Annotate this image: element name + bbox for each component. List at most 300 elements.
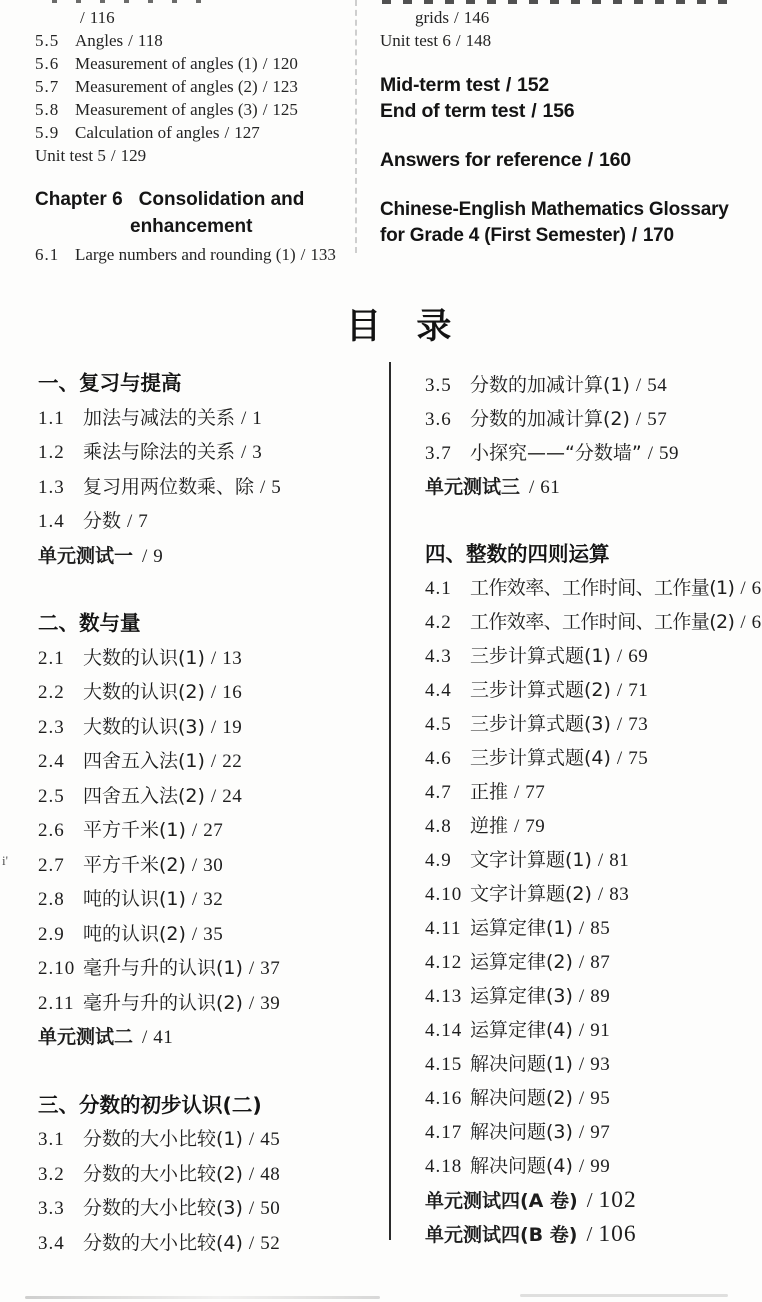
separator: / — [578, 1020, 585, 1041]
toc-item-bold — [380, 98, 730, 124]
cut-off-text-fragment — [382, 0, 728, 4]
item-title: 大数的认识(1) — [83, 646, 205, 669]
separator: / — [514, 782, 520, 803]
item-number: 4.16 — [425, 1088, 463, 1109]
page-number: 127 — [234, 123, 260, 142]
toc-item — [38, 1226, 378, 1261]
item-number: 2.5 — [38, 785, 65, 807]
item-number: 2.1 — [38, 647, 65, 669]
unit-test-item — [425, 1217, 735, 1251]
item-title: Measurement of angles (1) — [75, 54, 258, 73]
item-title: 四舍五入法(2) — [83, 784, 205, 807]
item-number: 3.7 — [425, 443, 452, 464]
separator: / — [578, 1088, 585, 1109]
toc-item — [425, 775, 735, 809]
separator: / — [262, 100, 268, 119]
item-title: 运算定律(2) — [470, 951, 573, 973]
page-number: 32 — [203, 889, 224, 910]
toc-section — [38, 1088, 378, 1261]
page-number: 91 — [590, 1020, 611, 1041]
item-number: 2.8 — [38, 889, 65, 910]
chinese-toc-left-column — [38, 366, 378, 1260]
item-title: grids — [415, 8, 449, 27]
separator: / — [586, 1222, 593, 1246]
toc-item — [425, 843, 735, 877]
separator: / — [241, 407, 247, 429]
page-number: 57 — [647, 409, 668, 430]
item-title: 运算定律(4) — [470, 1019, 573, 1041]
toc-item — [425, 979, 735, 1013]
separator: / — [455, 31, 461, 50]
item-number: 4.9 — [425, 850, 452, 871]
toc-item — [425, 809, 735, 843]
item-number: 4.12 — [425, 952, 463, 973]
toc-item — [425, 1013, 735, 1047]
separator: / — [587, 149, 593, 171]
item-number: 4.11 — [425, 918, 462, 939]
item-number: 3.2 — [38, 1163, 65, 1185]
item-title: 分数 — [83, 510, 122, 532]
toc-item — [38, 675, 378, 710]
item-number: 2.3 — [38, 716, 65, 738]
page-number: 77 — [525, 782, 546, 803]
toc-item — [425, 1047, 735, 1081]
page-number: 27 — [203, 820, 224, 841]
item-number: 2.4 — [38, 751, 65, 772]
item-title: 解决问题(3) — [470, 1121, 573, 1143]
item-title: 运算定律(1) — [470, 917, 573, 939]
item-title: 乘法与除法的关系 — [83, 441, 236, 463]
item-number: 4.13 — [425, 986, 463, 1007]
item-number: 4.3 — [425, 646, 452, 667]
separator: / — [248, 1129, 255, 1150]
separator: / — [505, 74, 512, 96]
separator: / — [128, 31, 133, 50]
page-number: 9 — [153, 545, 164, 567]
item-number: 5.5 — [35, 31, 60, 50]
toc-item — [425, 639, 735, 673]
separator: / — [578, 1156, 585, 1177]
page-number: 24 — [222, 785, 243, 807]
page-number: 37 — [260, 958, 281, 979]
separator: / — [514, 816, 520, 837]
toc-item — [425, 402, 735, 436]
page-number: 69 — [628, 646, 649, 667]
item-title: Measurement of angles (2) — [75, 77, 258, 96]
english-toc-right-column — [380, 6, 730, 249]
page-number: 61 — [540, 477, 561, 498]
separator: / — [647, 443, 653, 464]
page-number: 59 — [658, 443, 679, 464]
item-title: 大数的认识(3) — [83, 715, 205, 738]
separator: / — [578, 1122, 585, 1143]
toc-item — [38, 401, 378, 436]
toc-item — [38, 470, 378, 505]
page-number: 6 — [751, 612, 762, 633]
toc-item — [38, 951, 378, 986]
page-number: 133 — [310, 245, 336, 264]
page-number: 106 — [598, 1221, 637, 1247]
toc-item — [38, 813, 378, 848]
toc-section — [38, 366, 378, 573]
item-title: 三步计算式题(2) — [470, 679, 611, 701]
item-number: 2.2 — [38, 682, 65, 703]
toc-item — [425, 436, 735, 470]
item-title: Calculation of angles — [75, 123, 220, 142]
page-number: 19 — [222, 716, 243, 738]
separator: / — [224, 123, 230, 142]
toc-item — [35, 98, 365, 121]
separator: / — [80, 8, 85, 27]
page-number: 116 — [89, 8, 115, 27]
page-number: 120 — [272, 54, 298, 73]
toc-item — [35, 121, 365, 144]
page-number: 5 — [271, 476, 282, 498]
item-number: 3.6 — [425, 409, 452, 430]
page-number: 156 — [542, 100, 575, 122]
item-title: Unit test 6 — [380, 31, 451, 50]
separator: / — [616, 646, 623, 667]
toc-item — [425, 707, 735, 741]
separator: / — [142, 545, 148, 567]
item-title: for Grade 4 (First Semester) — [380, 225, 626, 246]
item-title: 文字计算题(2) — [470, 883, 592, 905]
separator: / — [635, 409, 642, 430]
separator: / — [191, 820, 198, 841]
glossary-entry-line1: Chinese-English Mathematics Glossary — [380, 199, 729, 220]
chapter-label: Chapter 6 — [35, 189, 123, 210]
toc-item — [38, 848, 378, 883]
unit-test-item — [35, 144, 365, 167]
item-number: 4.2 — [425, 612, 452, 633]
toc-item — [425, 368, 735, 402]
separator: / — [210, 716, 217, 738]
item-title: 分数的大小比较(2) — [83, 1162, 243, 1185]
separator: / — [616, 714, 623, 735]
item-number: 4.8 — [425, 816, 452, 837]
item-number: 4.15 — [425, 1054, 463, 1075]
page-number: 152 — [517, 74, 549, 96]
separator: / — [260, 476, 266, 498]
page-number: 85 — [590, 918, 611, 939]
item-title: 平方千米(1) — [83, 819, 186, 841]
separator: / — [531, 100, 537, 122]
page-number: 97 — [590, 1122, 611, 1143]
separator: / — [597, 850, 604, 871]
page-number: 160 — [598, 149, 631, 171]
separator: / — [248, 1163, 255, 1185]
item-title: 吨的认识(1) — [83, 888, 186, 910]
item-number: 1.1 — [38, 407, 65, 429]
toc-item — [38, 504, 378, 539]
item-title: Large numbers and rounding (1) — [75, 245, 296, 264]
page-number: 148 — [465, 31, 492, 50]
item-title: 单元测试三 — [425, 476, 521, 498]
page-number: 87 — [590, 952, 611, 973]
separator: / — [616, 680, 623, 701]
item-title: End of term test — [380, 100, 526, 122]
toc-item — [425, 1081, 735, 1115]
toc-item — [425, 571, 762, 605]
page-number: 123 — [272, 77, 298, 96]
item-title: 三步计算式题(4) — [470, 747, 611, 769]
item-title: 逆推 — [470, 815, 509, 837]
item-title: 工作效率、工作时间、工作量(2) — [470, 611, 735, 633]
unit-test-item — [38, 1020, 378, 1055]
separator: / — [191, 889, 198, 910]
unit-test-item — [380, 29, 730, 52]
item-number: 4.10 — [425, 884, 463, 905]
toc-item — [425, 1149, 735, 1183]
item-number: 4.7 — [425, 782, 452, 803]
toc-section — [425, 537, 762, 1251]
item-number: 1.4 — [38, 511, 65, 532]
toc-item — [38, 710, 378, 745]
item-title: 吨的认识(2) — [83, 922, 186, 945]
item-number: 5.7 — [35, 77, 60, 96]
item-title: 分数的大小比较(3) — [83, 1197, 243, 1219]
toc-item — [38, 1122, 378, 1157]
section-heading: 一、复习与提高 — [38, 371, 182, 395]
toc-item — [425, 605, 762, 639]
item-number: 2.7 — [38, 854, 65, 876]
separator: / — [248, 1232, 255, 1254]
unit-test-item — [38, 539, 378, 574]
separator: / — [241, 442, 247, 463]
page-number: 71 — [628, 680, 649, 701]
item-number: 3.5 — [425, 375, 452, 396]
page-number: 89 — [590, 986, 611, 1007]
item-title: 毫升与升的认识(1) — [83, 957, 243, 979]
separator: / — [578, 918, 585, 939]
cut-off-text-fragment — [52, 0, 202, 3]
separator: / — [142, 1027, 148, 1048]
separator: / — [210, 647, 217, 669]
item-number: 6.1 — [35, 245, 60, 264]
separator: / — [454, 8, 459, 27]
column-divider-line — [389, 362, 391, 1240]
toc-item — [425, 945, 735, 979]
chapter-heading-line1 — [35, 186, 365, 213]
item-number: 4.1 — [425, 578, 452, 599]
separator: / — [631, 225, 637, 246]
item-title: 解决问题(1) — [470, 1053, 573, 1075]
page-number: 129 — [120, 146, 147, 165]
item-title: 单元测试二 — [38, 1026, 134, 1048]
page-number: 16 — [222, 682, 243, 703]
separator: / — [597, 884, 604, 905]
toc-section — [38, 606, 378, 1055]
page-number: 39 — [260, 992, 281, 1014]
separator: / — [210, 751, 217, 772]
item-number: 5.9 — [35, 123, 60, 142]
item-title: 平方千米(2) — [83, 853, 186, 876]
glossary-entry-line2 — [380, 223, 730, 249]
column-divider-line — [355, 0, 357, 253]
toc-item — [35, 29, 365, 52]
separator: / — [586, 1188, 593, 1212]
item-number: 4.17 — [425, 1122, 463, 1143]
item-title: Measurement of angles (3) — [75, 100, 258, 119]
item-number: 2.10 — [38, 958, 76, 979]
item-number: 3.3 — [38, 1198, 65, 1219]
toc-item-continuation — [35, 6, 365, 29]
separator: / — [191, 923, 198, 945]
page-number: 170 — [642, 225, 674, 246]
item-title: 工作效率、工作时间、工作量(1) — [470, 577, 735, 599]
toc-item-bold — [380, 72, 730, 98]
page-number: 6 — [751, 578, 762, 599]
page-number: 79 — [525, 816, 546, 837]
section-heading: 四、整数的四则运算 — [425, 542, 610, 566]
separator: / — [529, 477, 535, 498]
item-number: 5.6 — [35, 54, 60, 73]
toc-item — [38, 435, 378, 470]
page-number: 99 — [590, 1156, 611, 1177]
separator: / — [110, 146, 116, 165]
toc-item — [425, 1115, 735, 1149]
page-title: 目 录 — [346, 307, 453, 347]
item-title: Angles — [75, 31, 124, 50]
item-number: 4.6 — [425, 748, 452, 769]
separator: / — [248, 958, 255, 979]
toc-section — [425, 368, 735, 504]
separator: / — [210, 682, 217, 703]
item-number: 2.9 — [38, 923, 65, 945]
separator: / — [248, 992, 255, 1014]
item-title: 四舍五入法(1) — [83, 750, 205, 772]
english-toc-left-column — [35, 6, 365, 266]
item-title: 三步计算式题(1) — [470, 645, 611, 667]
item-title: 小探究——“分数墙” — [470, 442, 642, 464]
separator: / — [740, 612, 746, 633]
separator: / — [578, 952, 585, 973]
item-number: 4.18 — [425, 1156, 463, 1177]
separator: / — [616, 748, 623, 769]
section-heading: 三、分数的初步认识(二) — [38, 1092, 262, 1117]
item-number: 2.11 — [38, 992, 75, 1014]
page-number: 30 — [203, 854, 224, 876]
item-number: 1.2 — [38, 442, 65, 463]
separator: / — [191, 854, 198, 876]
toc-item — [35, 52, 365, 75]
page-number: 50 — [260, 1198, 281, 1219]
item-number: 4.4 — [425, 680, 452, 701]
separator: / — [578, 986, 585, 1007]
page-number: 35 — [203, 923, 224, 945]
item-title: 分数的加减计算(1) — [470, 374, 630, 396]
section-heading: 二、数与量 — [38, 611, 141, 635]
scan-artifact: i' — [2, 853, 8, 868]
toc-item — [38, 641, 378, 676]
item-title: 毫升与升的认识(2) — [83, 991, 243, 1014]
toc-item — [35, 243, 365, 266]
toc-item-bold — [380, 147, 730, 173]
page-number: 93 — [590, 1054, 611, 1075]
unit-test-item — [425, 470, 735, 504]
item-title: 分数的大小比较(4) — [83, 1231, 243, 1254]
separator: / — [248, 1198, 255, 1219]
toc-item-continuation — [380, 6, 730, 29]
separator: / — [210, 785, 217, 807]
item-title: 解决问题(4) — [470, 1155, 573, 1177]
page-number: 7 — [138, 511, 149, 532]
toc-item — [425, 911, 735, 945]
toc-item — [35, 75, 365, 98]
chapter-heading-line2: enhancement — [130, 216, 253, 237]
separator: / — [635, 375, 642, 396]
page-number: 22 — [222, 751, 243, 772]
page-number: 146 — [463, 8, 490, 27]
page-number: 3 — [252, 442, 263, 463]
item-number: 3.1 — [38, 1129, 65, 1150]
separator: / — [127, 511, 133, 532]
separator: / — [262, 77, 268, 96]
page-number: 81 — [609, 850, 630, 871]
item-number: 1.3 — [38, 476, 65, 498]
item-title: 单元测试一 — [38, 544, 134, 567]
item-title: 文字计算题(1) — [470, 849, 592, 871]
scan-smudge — [25, 1296, 380, 1299]
page-number: 83 — [609, 884, 630, 905]
page-number: 75 — [628, 748, 649, 769]
separator: / — [740, 578, 746, 599]
unit-test-item — [425, 1183, 735, 1217]
item-title: 单元测试四(A 卷) — [425, 1190, 578, 1212]
scan-smudge — [520, 1294, 728, 1297]
page-number: 54 — [647, 375, 668, 396]
page-number: 125 — [272, 100, 298, 119]
page-number: 48 — [260, 1163, 281, 1185]
item-title: 单元测试四(B 卷) — [425, 1224, 578, 1246]
separator: / — [300, 245, 306, 264]
item-number: 4.14 — [425, 1020, 463, 1041]
item-title: 解决问题(2) — [470, 1087, 573, 1109]
toc-item — [38, 1157, 378, 1192]
item-title: 正推 — [470, 781, 509, 803]
separator: / — [578, 1054, 585, 1075]
toc-item — [425, 877, 735, 911]
page-number: 52 — [260, 1232, 281, 1254]
item-number: 3.4 — [38, 1232, 65, 1254]
item-title: 复习用两位数乘、除 — [83, 475, 255, 498]
item-title: 大数的认识(2) — [83, 681, 205, 703]
separator: / — [262, 54, 268, 73]
item-title: 运算定律(3) — [470, 985, 573, 1007]
item-number: 4.5 — [425, 714, 452, 735]
page-number: 41 — [153, 1027, 174, 1048]
item-number: 5.8 — [35, 100, 60, 119]
item-title: Answers for reference — [380, 149, 582, 171]
page-number: 1 — [252, 407, 263, 429]
toc-item — [38, 1191, 378, 1226]
item-title: Unit test 5 — [35, 146, 106, 165]
item-title: 三步计算式题(3) — [470, 713, 611, 735]
page-number: 95 — [590, 1088, 611, 1109]
item-title: 分数的加减计算(2) — [470, 408, 630, 430]
chapter-title: Consolidation and — [138, 189, 305, 210]
chinese-toc-right-column — [425, 368, 762, 1251]
item-title: Mid-term test — [380, 74, 500, 96]
page-number: 13 — [222, 647, 243, 669]
toc-item — [425, 741, 735, 775]
page-number: 118 — [137, 31, 163, 50]
chapter-heading — [35, 186, 365, 240]
page-number: 45 — [260, 1129, 281, 1150]
item-number: 2.6 — [38, 820, 65, 841]
page-number: 102 — [598, 1187, 637, 1213]
toc-item — [38, 882, 378, 917]
